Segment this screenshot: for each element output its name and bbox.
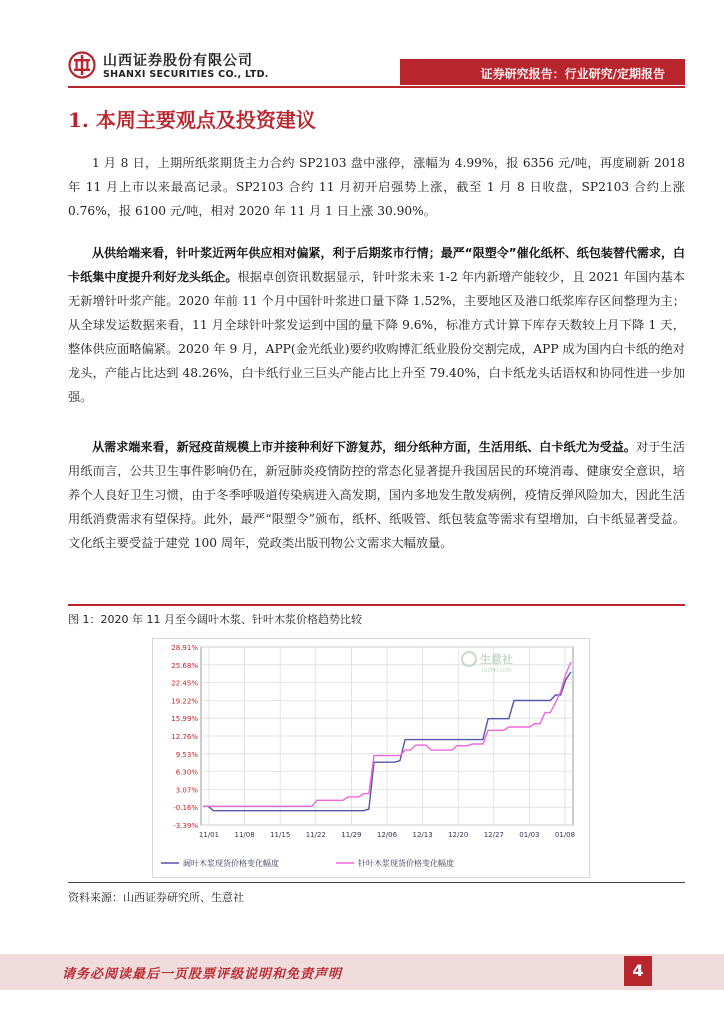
y-tick-label: 19.22%	[171, 697, 198, 706]
paragraph-lead: 从供给端来看，针叶浆近两年供应相对偏紧，利于后期浆市行情；最严“限塑令”催化纸杯、纸包装替代需求，白卡纸集中度提升利好龙头纸企。	[68, 246, 685, 284]
x-tick-label: 12/20	[448, 831, 469, 839]
paragraph-demand	[68, 435, 685, 555]
header-divider	[68, 86, 685, 88]
figure-source: 资料来源：山西证券研究所、生意社	[68, 882, 685, 905]
section-title: 1. 本周主要观点及投资建议	[68, 108, 316, 132]
page-header	[0, 0, 724, 92]
x-tick-label: 11/01	[198, 831, 220, 839]
paragraph-lead: 从需求端来看，新冠疫苗规模上市并接种利好下游复苏，细分纸种方面，生活用纸、白卡纸尤为受益。	[92, 440, 636, 454]
x-tick-label: 12/27	[483, 831, 504, 839]
x-tick-label: 12/06	[376, 831, 398, 839]
company-name-en: SHANXI SECURITIES CO., LTD.	[103, 69, 269, 80]
y-tick-label: 22.45%	[171, 679, 198, 688]
x-tick-label: 11/22	[305, 831, 326, 839]
y-tick-label: 3.07%	[175, 786, 198, 795]
page-number: 4	[624, 956, 652, 986]
x-tick-label: 01/08	[554, 831, 576, 839]
legend-label: 阔叶木浆现货价格变化幅度	[183, 859, 279, 868]
chart-grid	[201, 647, 573, 825]
company-logo-icon	[68, 51, 96, 79]
x-tick-label: 12/13	[412, 831, 433, 839]
report-type-band	[400, 59, 685, 85]
x-tick-label: 11/15	[270, 831, 291, 839]
y-tick-label: 9.53%	[175, 750, 198, 759]
price-trend-chart	[152, 638, 590, 878]
y-tick-label: 28.91%	[171, 644, 198, 652]
x-tick-label: 11/08	[234, 831, 255, 839]
paragraph-text: 根据卓创资讯数据显示，针叶浆未来 1-2 年内新增产能较少，且 2021 年国内基本无新增针叶浆产能。2020 年前 11 个月中国针叶浆进口量下降 1.52%，主要地区及港口纸浆库存区间整理为主；从全球发运数据来看，11 月全球针叶浆发运到中国的量下降 9.6%，标准方式计算下库存天数较上月下降 1 天，整体供应面略偏紧。2020 年 9 月，APP(金光纸业)要约收购博汇纸业股份交割完成，APP 成为国内白卡纸的绝对龙头，产能占比达到 48.26%，白卡纸行业三巨头产能占比上升至 79.40%，白卡纸龙头话语权和协同性进一步加强。	[68, 270, 685, 404]
figure-caption: 图 1：2020 年 11 月至今阔叶木浆、针叶木浆价格趋势比较	[68, 604, 685, 627]
y-tick-label: 12.76%	[171, 733, 198, 741]
legend-label: 针叶木浆现货价格变化幅度	[358, 859, 454, 868]
chart-legend	[161, 858, 454, 868]
y-tick-label: -0.16%	[173, 804, 198, 813]
chart-svg	[153, 639, 589, 877]
y-tick-label: -3.39%	[173, 822, 198, 830]
watermark-text: 生意社	[480, 653, 513, 666]
paragraph-text: 对于生活用纸而言，公共卫生事件影响仍在，新冠肺炎疫情防控的常态化显著提升我国居民的环境消毒、健康安全意识，培养个人良好卫生习惯，由于冬季呼吸道传染病进入高发期，国内多地发生散发病例，疫情反弹风险加大，因此生活用纸消费需求有望保持。此外，最严“限塑令”颁布，纸杯、纸吸管、纸包装盒等需求有望增加，白卡纸显著受益。文化纸主要受益于建党 100 周年，党政类出版刊物公文需求大幅放量。	[68, 440, 685, 550]
company-name-cn: 山西证券股份有限公司	[103, 53, 253, 69]
report-type-label: 证券研究报告：行业研究/定期报告	[480, 67, 665, 81]
watermark-subtext: 100PPI.COM	[481, 668, 512, 674]
paragraph-supply	[68, 241, 685, 409]
y-tick-label: 15.99%	[171, 715, 198, 724]
paragraph-text: 1 月 8 日，上期所纸浆期货主力合约 SP2103 盘中涨停，涨幅为 4.99%，报 6356 元/吨，再度刷新 2018 年 11 月上市以来最高记录。SP2103 合约 11 月初开启强势上涨，截至 1 月 8 日收盘，SP2103 合约上涨 0.76%，报 6100 元/吨，相对 2020 年 11 月 1 日上涨 30.90%。	[68, 156, 685, 218]
x-tick-label: 11/29	[341, 831, 362, 839]
paragraph-futures	[68, 151, 685, 223]
y-tick-label: 25.68%	[171, 661, 198, 670]
disclaimer-note: 请务必阅读最后一页股票评级说明和免责声明	[62, 967, 343, 982]
y-tick-label: 6.30%	[175, 768, 198, 777]
x-tick-label: 01/03	[519, 831, 540, 839]
